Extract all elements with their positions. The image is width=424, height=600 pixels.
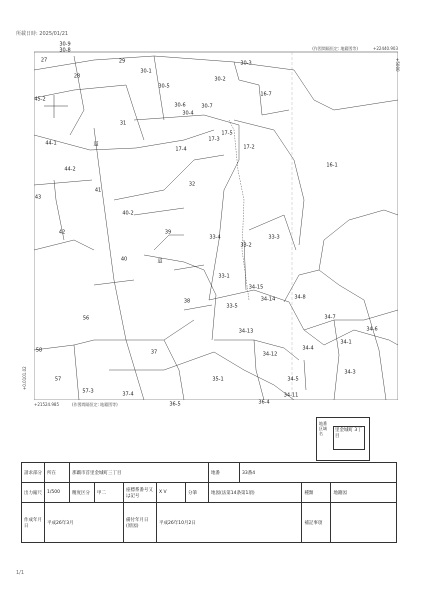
parcel-label: 31 — [119, 120, 127, 127]
parcel-label: 43 — [34, 194, 42, 201]
parcel-label: 30-4 — [182, 110, 194, 117]
parcel-label: 40 — [120, 256, 128, 263]
parcel-label: 39 — [164, 229, 172, 236]
section-value: 地図(法第14条第1項) — [209, 483, 302, 503]
road-label: 道 — [157, 258, 163, 265]
request-type-header: 請求部分 — [22, 463, 45, 483]
parcel-label: 34-4 — [302, 345, 314, 352]
parcel-label: 57 — [54, 376, 62, 383]
parcel-label: 33-4 — [209, 234, 221, 241]
notes-header: 補記事項 — [302, 503, 331, 543]
parcel-label: 41 — [94, 187, 102, 194]
parcel-label: 33-1 — [218, 273, 230, 280]
bottom-left-coordinate: +21524.985 — [34, 402, 59, 407]
filed-value: 平成26年10月2日 — [157, 503, 302, 543]
parcel-label: 34-7 — [324, 314, 336, 321]
map-certificate-form — [21, 462, 397, 543]
parcel-label: 42 — [58, 229, 66, 236]
parcel-label: 32 — [188, 181, 196, 188]
area-name-key: 地番区域名 — [319, 421, 327, 436]
parcel-label: 34-5 — [287, 376, 299, 383]
parcel-label: 44-2 — [64, 166, 76, 173]
parcel-label: 17-3 — [208, 136, 220, 143]
parcel-label: 34-6 — [366, 326, 378, 333]
lot-header: 地番 — [209, 463, 240, 483]
map-linework — [34, 40, 398, 400]
parcel-label: 34-13 — [238, 328, 254, 335]
parcel-label: 36-5 — [169, 401, 181, 408]
notes-value — [331, 503, 397, 543]
parcel-label: 56 — [82, 315, 90, 322]
parcel-label: 35-1 — [212, 376, 224, 383]
type-value: 地籍図 — [331, 483, 397, 503]
print-date: 所載日時: 2025/01/21 — [16, 31, 69, 37]
coord-system-value: X V — [157, 483, 186, 503]
parcel-label: 37 — [150, 349, 158, 356]
parcel-label: 34-11 — [283, 392, 299, 399]
area-name-value: 里金城町 3丁目 — [333, 426, 365, 450]
parcel-label: 45-2 — [34, 96, 46, 103]
parcel-label: 30-9 — [59, 41, 71, 48]
parcel-label: 34-14 — [260, 296, 276, 303]
parcel-label: 34-15 — [248, 284, 264, 291]
parcel-label: 37-4 — [122, 391, 134, 398]
parcel-label: 34-3 — [344, 369, 356, 376]
parcel-label: 34-12 — [262, 351, 278, 358]
parcel-label: 28 — [73, 73, 81, 80]
filed-header: 備付年月日(原図) — [124, 503, 157, 543]
area-name-box — [316, 417, 370, 461]
parcel-label: 44-1 — [45, 140, 57, 147]
parcel-label: 16-7 — [260, 91, 272, 98]
parcel-label: 38 — [183, 298, 191, 305]
precision-value: 甲二 — [95, 483, 124, 503]
top-right-coordinate: +22440.903 — [373, 46, 398, 51]
scale-value: 1/500 — [45, 483, 70, 503]
bottom-note: (作図間隔恒定: 地籍図等) — [72, 402, 118, 407]
parcel-label: 36-4 — [258, 399, 270, 406]
scale-header: 出力縮尺 — [22, 483, 45, 503]
parcel-label: 58 — [35, 347, 43, 354]
type-header: 種類 — [302, 483, 331, 503]
parcel-label: 30-2 — [214, 76, 226, 83]
lot-value: 33番4 — [240, 463, 397, 483]
parcel-label: 17-5 — [221, 130, 233, 137]
parcel-label: 33-3 — [268, 234, 280, 241]
section-header: 分筆 — [186, 483, 209, 503]
parcel-label: 30-8 — [59, 47, 71, 54]
parcel-label: 30-3 — [240, 60, 252, 67]
coord-system-header: 座標系番号又は記号 — [124, 483, 157, 503]
parcel-label: 30-7 — [201, 103, 213, 110]
parcel-label: 57-3 — [82, 388, 94, 395]
parcel-label: 33-5 — [226, 303, 238, 310]
parcel-label: 34-8 — [294, 294, 306, 301]
left-coordinate: +0.0101.02 — [22, 366, 27, 390]
road-label: 道 — [93, 141, 99, 148]
right-coordinate: +5000 — [395, 58, 400, 72]
parcel-label: 34-1 — [340, 339, 352, 346]
parcel-label: 29 — [118, 58, 126, 65]
page-number: 1/1 — [16, 570, 25, 576]
precision-header: 精度区分 — [70, 483, 95, 503]
top-right-note: (作図間隔恒定: 地籍図等) — [312, 46, 358, 51]
location-value: 那覇市首里金城町三丁目 — [70, 463, 209, 483]
created-value: 平成26年3月 — [45, 503, 124, 543]
parcel-label: 27 — [40, 57, 48, 64]
parcel-label: 30-5 — [158, 83, 170, 90]
parcel-label: 33-2 — [240, 242, 252, 249]
parcel-label: 30-6 — [174, 102, 186, 109]
parcel-label: 17-4 — [175, 146, 187, 153]
parcel-label: 30-1 — [140, 68, 152, 75]
parcel-label: 17-2 — [243, 144, 255, 151]
parcel-label: 16-1 — [326, 162, 338, 169]
parcel-label: 40-2 — [122, 210, 134, 217]
created-header: 作成年月日 — [22, 503, 45, 543]
location-header: 所在 — [45, 463, 70, 483]
